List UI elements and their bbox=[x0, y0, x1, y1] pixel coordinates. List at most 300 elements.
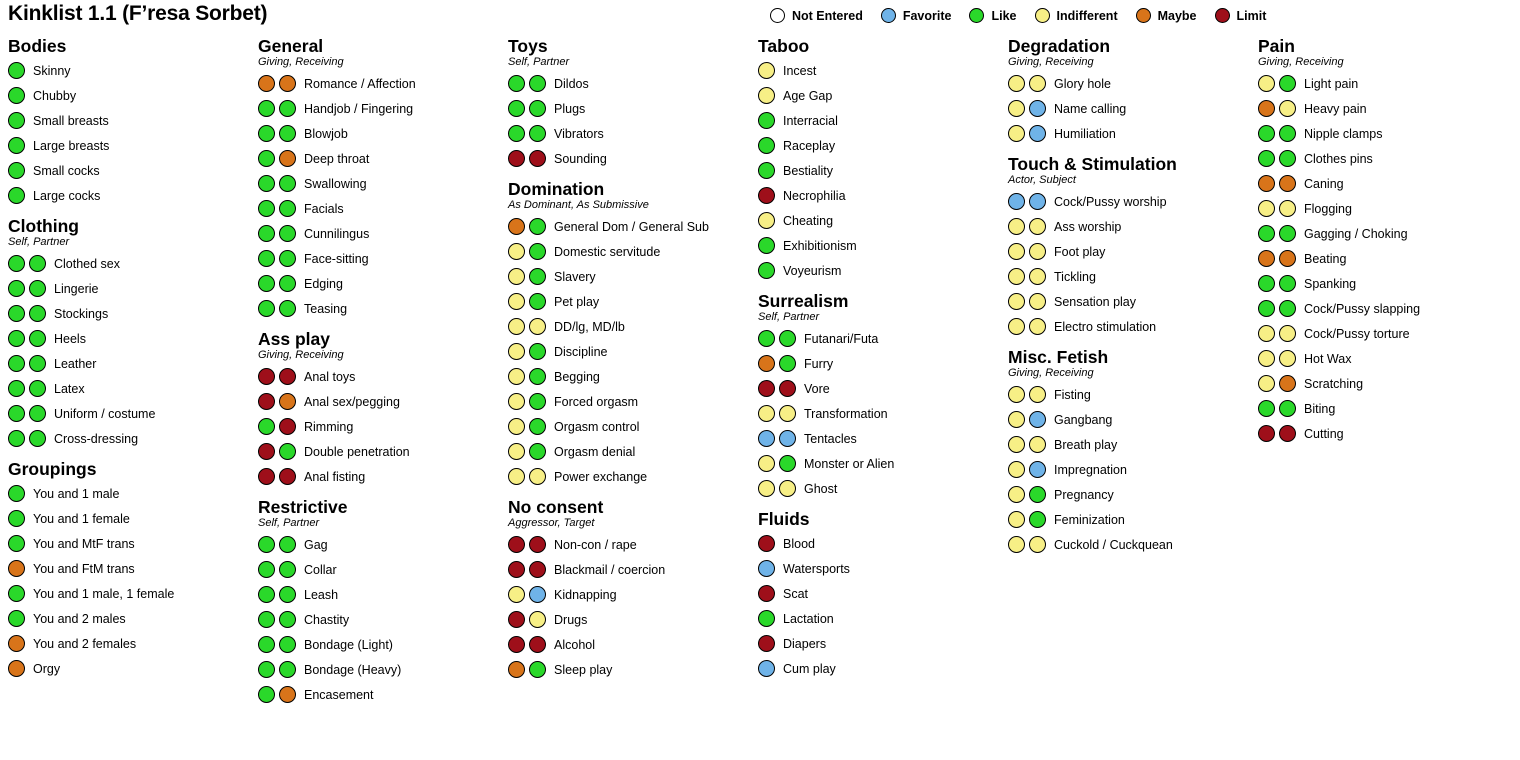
rating-dot-indifferent[interactable] bbox=[1029, 243, 1046, 260]
kink-label: You and MtF trans bbox=[33, 536, 135, 551]
rating-dot-indifferent[interactable] bbox=[1279, 100, 1296, 117]
rating-dot-favorite[interactable] bbox=[758, 430, 775, 447]
rating-dot-like[interactable] bbox=[1029, 511, 1046, 528]
rating-dot-like[interactable] bbox=[279, 561, 296, 578]
rating-dot-like[interactable] bbox=[279, 536, 296, 553]
rating-dot-maybe[interactable] bbox=[1258, 250, 1275, 267]
rating-dot-indifferent[interactable] bbox=[508, 293, 525, 310]
rating-dot-like[interactable] bbox=[8, 430, 25, 447]
rating-cells bbox=[508, 418, 550, 435]
rating-dot-indifferent[interactable] bbox=[779, 480, 796, 497]
rating-dot-like[interactable] bbox=[1258, 275, 1275, 292]
rating-dot-indifferent[interactable] bbox=[508, 343, 525, 360]
rating-dot-like[interactable] bbox=[258, 225, 275, 242]
rating-dot-maybe[interactable] bbox=[1258, 100, 1275, 117]
rating-dot-favorite[interactable] bbox=[1029, 125, 1046, 142]
rating-dot-indifferent[interactable] bbox=[1008, 75, 1025, 92]
rating-dot-limit[interactable] bbox=[258, 368, 275, 385]
rating-dot-like[interactable] bbox=[258, 536, 275, 553]
rating-dot-like[interactable] bbox=[8, 112, 25, 129]
rating-dot-like[interactable] bbox=[8, 255, 25, 272]
legend-swatch-not-entered bbox=[770, 8, 785, 23]
rating-dot-maybe[interactable] bbox=[279, 393, 296, 410]
kink-label: Bestiality bbox=[783, 163, 834, 178]
kinklist-column bbox=[750, 36, 1000, 683]
rating-dot-like[interactable] bbox=[529, 418, 546, 435]
rating-dot-limit[interactable] bbox=[758, 535, 775, 552]
rating-dot-like[interactable] bbox=[8, 355, 25, 372]
rating-dot-like[interactable] bbox=[508, 125, 525, 142]
rating-dot-like[interactable] bbox=[1029, 486, 1046, 503]
kink-row bbox=[258, 414, 494, 439]
kink-label: Face-sitting bbox=[304, 251, 369, 266]
rating-dot-maybe[interactable] bbox=[1279, 175, 1296, 192]
kink-row bbox=[1258, 246, 1509, 271]
kink-row bbox=[258, 439, 494, 464]
kink-label: Sleep play bbox=[554, 662, 613, 677]
rating-cells bbox=[1008, 75, 1050, 92]
rating-dot-like[interactable] bbox=[1258, 150, 1275, 167]
rating-dot-indifferent[interactable] bbox=[1279, 325, 1296, 342]
rating-dot-indifferent[interactable] bbox=[1008, 511, 1025, 528]
rating-dot-limit[interactable] bbox=[758, 585, 775, 602]
rating-dot-like[interactable] bbox=[258, 611, 275, 628]
rating-dot-indifferent[interactable] bbox=[758, 405, 775, 422]
rating-dot-maybe[interactable] bbox=[8, 560, 25, 577]
rating-dot-indifferent[interactable] bbox=[529, 611, 546, 628]
rating-dot-indifferent[interactable] bbox=[1008, 318, 1025, 335]
rating-dot-like[interactable] bbox=[529, 661, 546, 678]
rating-dot-limit[interactable] bbox=[258, 393, 275, 410]
rating-dot-like[interactable] bbox=[279, 611, 296, 628]
rating-cells bbox=[8, 87, 29, 104]
rating-cells bbox=[758, 585, 779, 602]
kink-row bbox=[8, 326, 244, 351]
kink-row bbox=[758, 656, 994, 681]
rating-dot-like[interactable] bbox=[279, 443, 296, 460]
kink-row bbox=[258, 96, 494, 121]
rating-dot-like[interactable] bbox=[279, 225, 296, 242]
rating-dot-limit[interactable] bbox=[279, 418, 296, 435]
rating-dot-like[interactable] bbox=[529, 218, 546, 235]
rating-dot-like[interactable] bbox=[1279, 300, 1296, 317]
kink-label: Latex bbox=[54, 381, 85, 396]
rating-cells bbox=[508, 243, 550, 260]
rating-dot-maybe[interactable] bbox=[279, 686, 296, 703]
rating-dot-indifferent[interactable] bbox=[508, 418, 525, 435]
rating-cells bbox=[258, 150, 300, 167]
rating-dot-like[interactable] bbox=[8, 585, 25, 602]
rating-dot-like[interactable] bbox=[29, 305, 46, 322]
rating-dot-limit[interactable] bbox=[279, 468, 296, 485]
rating-dot-indifferent[interactable] bbox=[1008, 293, 1025, 310]
rating-dot-indifferent[interactable] bbox=[508, 368, 525, 385]
rating-dot-favorite[interactable] bbox=[758, 560, 775, 577]
kink-row bbox=[258, 607, 494, 632]
rating-dot-indifferent[interactable] bbox=[758, 62, 775, 79]
rating-dot-like[interactable] bbox=[258, 200, 275, 217]
rating-dot-indifferent[interactable] bbox=[1008, 486, 1025, 503]
kink-label: Heavy pain bbox=[1304, 101, 1367, 116]
rating-dot-like[interactable] bbox=[529, 75, 546, 92]
kink-row bbox=[8, 581, 244, 606]
kink-row bbox=[8, 58, 244, 83]
kink-label: Uniform / costume bbox=[54, 406, 156, 421]
kink-row bbox=[1008, 482, 1244, 507]
rating-dot-limit[interactable] bbox=[508, 636, 525, 653]
rating-dot-like[interactable] bbox=[8, 162, 25, 179]
rating-dot-like[interactable] bbox=[529, 268, 546, 285]
rating-cells bbox=[1008, 486, 1050, 503]
rating-dot-like[interactable] bbox=[29, 355, 46, 372]
kink-label: You and 2 females bbox=[33, 636, 137, 651]
rating-cells bbox=[1258, 225, 1300, 242]
rating-dot-favorite[interactable] bbox=[1029, 461, 1046, 478]
category-subtitle: Giving, Receiving bbox=[258, 56, 344, 68]
rating-dot-like[interactable] bbox=[529, 443, 546, 460]
category-subtitle: Giving, Receiving bbox=[1008, 367, 1094, 379]
rating-dot-maybe[interactable] bbox=[1258, 175, 1275, 192]
rating-dot-like[interactable] bbox=[8, 405, 25, 422]
legend-item-maybe bbox=[1136, 8, 1197, 23]
rating-dot-indifferent[interactable] bbox=[508, 468, 525, 485]
rating-dot-favorite[interactable] bbox=[1008, 193, 1025, 210]
legend-swatch-limit bbox=[1215, 8, 1230, 23]
rating-dot-indifferent[interactable] bbox=[1008, 461, 1025, 478]
rating-dot-indifferent[interactable] bbox=[1029, 268, 1046, 285]
rating-dot-like[interactable] bbox=[529, 293, 546, 310]
kink-row bbox=[508, 632, 744, 657]
kink-row bbox=[258, 246, 494, 271]
rating-dot-indifferent[interactable] bbox=[758, 212, 775, 229]
rating-dot-like[interactable] bbox=[279, 250, 296, 267]
rating-dot-like[interactable] bbox=[258, 418, 275, 435]
rating-dot-like[interactable] bbox=[258, 661, 275, 678]
rating-dot-like[interactable] bbox=[279, 586, 296, 603]
rating-dot-indifferent[interactable] bbox=[758, 87, 775, 104]
rating-dot-like[interactable] bbox=[1258, 125, 1275, 142]
rating-dot-like[interactable] bbox=[1279, 125, 1296, 142]
rating-dot-indifferent[interactable] bbox=[1029, 536, 1046, 553]
rating-dot-indifferent[interactable] bbox=[508, 393, 525, 410]
rating-dot-limit[interactable] bbox=[758, 187, 775, 204]
rating-dot-indifferent[interactable] bbox=[1029, 75, 1046, 92]
rating-dot-like[interactable] bbox=[258, 636, 275, 653]
rating-dot-indifferent[interactable] bbox=[1029, 293, 1046, 310]
rating-dot-limit[interactable] bbox=[1258, 425, 1275, 442]
rating-cells bbox=[258, 225, 300, 242]
rating-dot-like[interactable] bbox=[29, 380, 46, 397]
rating-dot-like[interactable] bbox=[1279, 275, 1296, 292]
rating-dot-limit[interactable] bbox=[508, 536, 525, 553]
rating-dot-like[interactable] bbox=[758, 330, 775, 347]
rating-dot-limit[interactable] bbox=[1279, 425, 1296, 442]
kink-row bbox=[8, 276, 244, 301]
rating-dot-indifferent[interactable] bbox=[1029, 436, 1046, 453]
kink-label: Caning bbox=[1304, 176, 1344, 191]
rating-dot-like[interactable] bbox=[258, 686, 275, 703]
rating-dot-indifferent[interactable] bbox=[1008, 436, 1025, 453]
rating-dot-like[interactable] bbox=[29, 430, 46, 447]
rating-dot-favorite[interactable] bbox=[1029, 193, 1046, 210]
rating-dot-like[interactable] bbox=[529, 125, 546, 142]
kink-label: Impregnation bbox=[1054, 462, 1127, 477]
rating-dot-like[interactable] bbox=[758, 137, 775, 154]
rating-cells bbox=[1008, 436, 1050, 453]
rating-dot-limit[interactable] bbox=[258, 443, 275, 460]
rating-dot-indifferent[interactable] bbox=[529, 318, 546, 335]
rating-dot-like[interactable] bbox=[258, 275, 275, 292]
rating-dot-indifferent[interactable] bbox=[508, 318, 525, 335]
rating-dot-maybe[interactable] bbox=[758, 355, 775, 372]
rating-dot-like[interactable] bbox=[8, 510, 25, 527]
rating-dot-like[interactable] bbox=[258, 175, 275, 192]
rating-dot-maybe[interactable] bbox=[8, 635, 25, 652]
rating-dot-like[interactable] bbox=[29, 280, 46, 297]
rating-dot-like[interactable] bbox=[8, 330, 25, 347]
rating-dot-like[interactable] bbox=[529, 243, 546, 260]
rating-dot-favorite[interactable] bbox=[1029, 411, 1046, 428]
rating-dot-like[interactable] bbox=[508, 100, 525, 117]
rating-dot-like[interactable] bbox=[279, 125, 296, 142]
category-subtitle: Giving, Receiving bbox=[1008, 56, 1094, 68]
rating-dot-indifferent[interactable] bbox=[1279, 350, 1296, 367]
rating-dot-like[interactable] bbox=[758, 162, 775, 179]
rating-dot-limit[interactable] bbox=[529, 150, 546, 167]
rating-cells bbox=[1258, 125, 1300, 142]
rating-cells bbox=[508, 150, 550, 167]
category-bodies bbox=[8, 36, 244, 208]
rating-dot-like[interactable] bbox=[279, 661, 296, 678]
kink-label: Cross-dressing bbox=[54, 431, 139, 446]
category-misc-fetish bbox=[1008, 347, 1244, 557]
rating-dot-like[interactable] bbox=[279, 275, 296, 292]
rating-dot-limit[interactable] bbox=[508, 561, 525, 578]
rating-dot-favorite[interactable] bbox=[779, 430, 796, 447]
rating-dot-like[interactable] bbox=[8, 380, 25, 397]
rating-dot-limit[interactable] bbox=[758, 380, 775, 397]
rating-dot-favorite[interactable] bbox=[529, 586, 546, 603]
rating-dot-indifferent[interactable] bbox=[1029, 218, 1046, 235]
rating-dot-indifferent[interactable] bbox=[1258, 325, 1275, 342]
rating-dot-indifferent[interactable] bbox=[508, 586, 525, 603]
rating-dot-indifferent[interactable] bbox=[1029, 386, 1046, 403]
rating-cells bbox=[258, 536, 300, 553]
rating-dot-maybe[interactable] bbox=[8, 660, 25, 677]
rating-cells bbox=[258, 175, 300, 192]
kink-row bbox=[1008, 432, 1244, 457]
rating-cells bbox=[8, 305, 50, 322]
rating-cells bbox=[258, 443, 300, 460]
kink-label: Collar bbox=[304, 562, 337, 577]
rating-dot-like[interactable] bbox=[1279, 75, 1296, 92]
rating-cells bbox=[1008, 268, 1050, 285]
rating-dot-like[interactable] bbox=[8, 62, 25, 79]
rating-cells bbox=[1008, 193, 1050, 210]
rating-dot-like[interactable] bbox=[8, 137, 25, 154]
rating-dot-like[interactable] bbox=[779, 455, 796, 472]
rating-dot-indifferent[interactable] bbox=[1008, 268, 1025, 285]
rating-dot-like[interactable] bbox=[8, 305, 25, 322]
rating-dot-like[interactable] bbox=[258, 300, 275, 317]
kink-label: DD/lg, MD/lb bbox=[554, 319, 625, 334]
rating-dot-limit[interactable] bbox=[779, 380, 796, 397]
kink-label: Diapers bbox=[783, 636, 827, 651]
kink-row bbox=[1258, 196, 1509, 221]
category-toys bbox=[508, 36, 744, 171]
rating-dot-maybe[interactable] bbox=[258, 75, 275, 92]
rating-dot-indifferent[interactable] bbox=[1258, 350, 1275, 367]
rating-dot-like[interactable] bbox=[8, 610, 25, 627]
rating-dot-like[interactable] bbox=[8, 535, 25, 552]
rating-dot-indifferent[interactable] bbox=[1008, 100, 1025, 117]
category-subtitle: Giving, Receiving bbox=[1258, 56, 1344, 68]
rating-dot-like[interactable] bbox=[529, 393, 546, 410]
rating-dot-like[interactable] bbox=[279, 100, 296, 117]
rating-dot-indifferent[interactable] bbox=[758, 455, 775, 472]
rating-dot-like[interactable] bbox=[779, 355, 796, 372]
rating-dot-indifferent[interactable] bbox=[1008, 243, 1025, 260]
rating-dot-like[interactable] bbox=[258, 100, 275, 117]
legend-label: Not Entered bbox=[792, 8, 863, 23]
rating-cells bbox=[1258, 100, 1300, 117]
kink-label: Gag bbox=[304, 537, 328, 552]
kink-label: Exhibitionism bbox=[783, 238, 857, 253]
kink-label: Ass worship bbox=[1054, 219, 1122, 234]
rating-dot-limit[interactable] bbox=[508, 150, 525, 167]
rating-dot-indifferent[interactable] bbox=[779, 405, 796, 422]
rating-dot-like[interactable] bbox=[279, 300, 296, 317]
rating-dot-limit[interactable] bbox=[279, 368, 296, 385]
kink-row bbox=[8, 158, 244, 183]
rating-cells bbox=[1258, 275, 1300, 292]
rating-dot-like[interactable] bbox=[8, 280, 25, 297]
rating-dot-maybe[interactable] bbox=[1279, 250, 1296, 267]
rating-dot-indifferent[interactable] bbox=[508, 243, 525, 260]
category-title: Fluids bbox=[758, 509, 810, 529]
rating-dot-maybe[interactable] bbox=[508, 218, 525, 235]
rating-dot-indifferent[interactable] bbox=[508, 443, 525, 460]
rating-dot-indifferent[interactable] bbox=[1258, 375, 1275, 392]
rating-dot-limit[interactable] bbox=[529, 561, 546, 578]
rating-dot-like[interactable] bbox=[258, 561, 275, 578]
rating-dot-maybe[interactable] bbox=[279, 150, 296, 167]
rating-dot-like[interactable] bbox=[258, 150, 275, 167]
rating-dot-indifferent[interactable] bbox=[1258, 200, 1275, 217]
kink-label: Scratching bbox=[1304, 376, 1364, 391]
rating-dot-like[interactable] bbox=[1258, 300, 1275, 317]
rating-dot-like[interactable] bbox=[529, 343, 546, 360]
kink-label: Rimming bbox=[304, 419, 354, 434]
rating-dot-limit[interactable] bbox=[529, 636, 546, 653]
page-header bbox=[0, 0, 1520, 34]
rating-dot-like[interactable] bbox=[1279, 225, 1296, 242]
rating-dot-like[interactable] bbox=[29, 330, 46, 347]
rating-dot-indifferent[interactable] bbox=[1008, 125, 1025, 142]
rating-dot-like[interactable] bbox=[779, 330, 796, 347]
rating-dot-maybe[interactable] bbox=[279, 75, 296, 92]
legend-item-favorite bbox=[881, 8, 952, 23]
kink-row bbox=[258, 632, 494, 657]
rating-dot-like[interactable] bbox=[279, 636, 296, 653]
kink-label: Vibrators bbox=[554, 126, 604, 141]
rating-dot-like[interactable] bbox=[529, 368, 546, 385]
category-subtitle: Self, Partner bbox=[508, 56, 570, 68]
rating-dot-indifferent[interactable] bbox=[1279, 200, 1296, 217]
kink-row bbox=[758, 376, 994, 401]
rating-dot-indifferent[interactable] bbox=[1008, 411, 1025, 428]
rating-dot-like[interactable] bbox=[258, 250, 275, 267]
kink-row bbox=[8, 481, 244, 506]
rating-dot-like[interactable] bbox=[758, 262, 775, 279]
rating-dot-indifferent[interactable] bbox=[1258, 75, 1275, 92]
rating-dot-like[interactable] bbox=[29, 405, 46, 422]
rating-dot-like[interactable] bbox=[1258, 225, 1275, 242]
kink-row bbox=[258, 557, 494, 582]
rating-dot-limit[interactable] bbox=[258, 468, 275, 485]
rating-dot-limit[interactable] bbox=[758, 635, 775, 652]
kink-label: Skinny bbox=[33, 63, 71, 78]
rating-cells bbox=[8, 405, 50, 422]
rating-dot-like[interactable] bbox=[279, 200, 296, 217]
rating-dot-like[interactable] bbox=[8, 87, 25, 104]
category-general bbox=[258, 36, 494, 321]
rating-dot-like[interactable] bbox=[529, 100, 546, 117]
category-title: Restrictive bbox=[258, 497, 348, 517]
category-domination bbox=[508, 179, 744, 489]
kink-row bbox=[508, 264, 744, 289]
rating-dot-like[interactable] bbox=[508, 75, 525, 92]
category-title: Pain bbox=[1258, 36, 1295, 56]
kink-row bbox=[8, 631, 244, 656]
rating-dot-favorite[interactable] bbox=[758, 660, 775, 677]
rating-dot-limit[interactable] bbox=[529, 536, 546, 553]
rating-dot-like[interactable] bbox=[758, 112, 775, 129]
rating-dot-like[interactable] bbox=[8, 485, 25, 502]
rating-dot-like[interactable] bbox=[758, 610, 775, 627]
rating-dot-like[interactable] bbox=[1258, 400, 1275, 417]
rating-dot-maybe[interactable] bbox=[508, 661, 525, 678]
kink-row bbox=[258, 196, 494, 221]
rating-dot-indifferent[interactable] bbox=[1008, 218, 1025, 235]
rating-dot-indifferent[interactable] bbox=[1008, 386, 1025, 403]
kink-row bbox=[1008, 407, 1244, 432]
rating-dot-indifferent[interactable] bbox=[758, 480, 775, 497]
rating-dot-favorite[interactable] bbox=[1029, 100, 1046, 117]
rating-dot-like[interactable] bbox=[1279, 150, 1296, 167]
rating-dot-limit[interactable] bbox=[508, 611, 525, 628]
rating-dot-like[interactable] bbox=[258, 586, 275, 603]
kink-row bbox=[508, 289, 744, 314]
rating-dot-maybe[interactable] bbox=[1279, 375, 1296, 392]
rating-dot-indifferent[interactable] bbox=[508, 268, 525, 285]
kink-label: Dildos bbox=[554, 76, 589, 91]
rating-dot-like[interactable] bbox=[758, 237, 775, 254]
rating-dot-like[interactable] bbox=[1279, 400, 1296, 417]
rating-cells bbox=[8, 187, 29, 204]
rating-dot-like[interactable] bbox=[8, 187, 25, 204]
rating-dot-indifferent[interactable] bbox=[1029, 318, 1046, 335]
rating-dot-like[interactable] bbox=[29, 255, 46, 272]
category-rows bbox=[758, 58, 994, 283]
kink-label: Romance / Affection bbox=[304, 76, 416, 91]
rating-dot-like[interactable] bbox=[258, 125, 275, 142]
rating-dot-like[interactable] bbox=[279, 175, 296, 192]
kink-row bbox=[758, 581, 994, 606]
category-subtitle: As Dominant, As Submissive bbox=[508, 199, 649, 211]
rating-dot-indifferent[interactable] bbox=[529, 468, 546, 485]
rating-dot-indifferent[interactable] bbox=[1008, 536, 1025, 553]
